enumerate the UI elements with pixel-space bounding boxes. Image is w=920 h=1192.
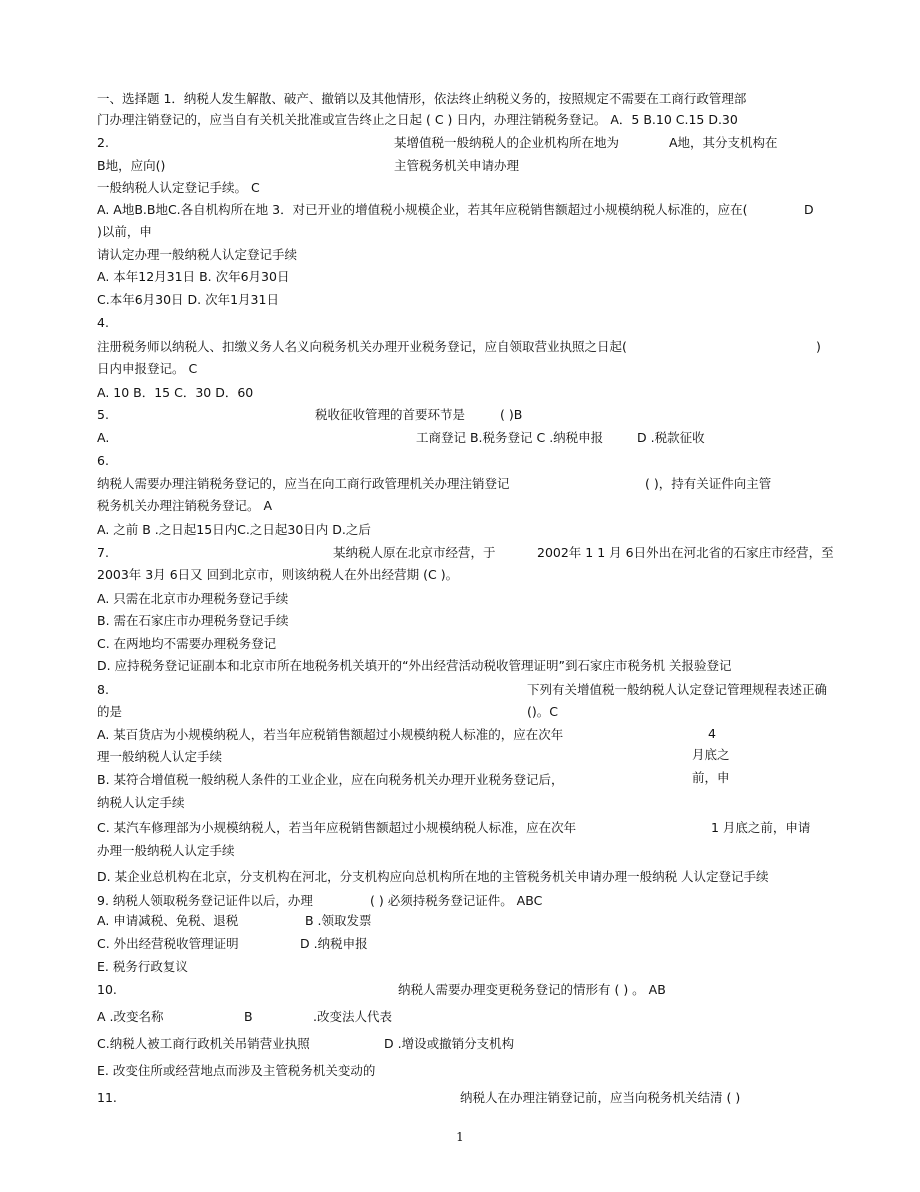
- text-line: 日内申报登记。 C: [97, 361, 198, 376]
- page-number: 1: [456, 1130, 464, 1144]
- text-line: ()。C: [527, 704, 558, 719]
- text-line: B. 某符合增值税一般纳税人条件的工业企业，应在向税务机关办理开业税务登记后，: [97, 772, 564, 787]
- text-line: 纳税人需要办理注销税务登记的，应当在向工商行政管理机关办理注销登记: [97, 476, 510, 491]
- text-line: C. 外出经营税收管理证明: [97, 936, 239, 951]
- text-line: 2.: [97, 135, 109, 150]
- text-line: 前，申: [692, 770, 730, 785]
- text-line: ( )，持有关证件向主管: [645, 476, 772, 491]
- text-line: C. 在两地均不需要办理税务登记: [97, 636, 277, 651]
- text-line: B: [244, 1009, 253, 1024]
- text-line: ( )B: [500, 407, 523, 422]
- text-line: 1 月底之前，申请: [711, 820, 811, 835]
- text-line: D .税款征收: [637, 430, 705, 445]
- text-line: 5.: [97, 407, 109, 422]
- text-line: A. A地B.B地C.各自机构所在地 3．对已开业的增值税小规模企业，若其年应税销售额超过小规模纳税人标准的，应在(: [97, 202, 748, 217]
- text-line: 某增值税一般纳税人的企业机构所在地为: [394, 135, 620, 150]
- text-line: 注册税务师以纳税人、扣缴义务人名义向税务机关办理开业税务登记，应自领取营业执照之日起(: [97, 339, 627, 354]
- text-line: 下列有关增值税一般纳税人认定登记管理规程表述正确: [527, 682, 828, 697]
- text-line: 纳税人在办理注销登记前，应当向税务机关结清 ( ): [460, 1090, 741, 1105]
- text-line: ( ) 必须持税务登记证件。 ABC: [370, 893, 543, 908]
- text-line: 11.: [97, 1090, 117, 1105]
- text-line: 一、选择题 1．纳税人发生解散、破产、撤销以及其他情形，依法终止纳税义务的，按照规定不需要在工商行政管理部: [97, 91, 747, 106]
- text-line: 4: [708, 726, 716, 741]
- text-line: B .领取发票: [305, 913, 372, 928]
- text-line: A. 之前 B .之日起15日内C.之日起30日内 D.之后: [97, 522, 371, 537]
- text-line: C.本年6月30日 D. 次年1月31日: [97, 292, 279, 307]
- text-line: A. 只需在北京市办理税务登记手续: [97, 591, 289, 606]
- text-line: 6.: [97, 453, 109, 468]
- text-line: D. 应持税务登记证副本和北京市所在地税务机关填开的“外出经营活动税收管理证明”到石家庄市税务机 关报验登记: [97, 658, 732, 673]
- text-line: D: [804, 202, 814, 217]
- text-line: 8.: [97, 682, 109, 697]
- text-line: 纳税人认定手续: [97, 795, 185, 810]
- text-line: E. 税务行政复议: [97, 959, 188, 974]
- text-line: D .纳税申报: [300, 936, 368, 951]
- text-line: )以前，申: [97, 224, 152, 239]
- text-line: A. 某百货店为小规模纳税人，若当年应税销售额超过小规模纳税人标准的，应在次年: [97, 727, 564, 742]
- text-line: 税务机关办理注销税务登记。 A: [97, 498, 273, 513]
- text-line: ): [816, 339, 821, 354]
- text-line: 的是: [97, 704, 123, 719]
- text-line: A.: [97, 430, 110, 445]
- text-line: 10.: [97, 982, 117, 997]
- text-line: D .增设或撤销分支机构: [384, 1036, 515, 1051]
- text-line: A. 10 B．15 C．30 D．60: [97, 385, 254, 400]
- text-line: 理一般纳税人认定手续: [97, 749, 223, 764]
- text-line: 税收征收管理的首要环节是: [315, 407, 466, 422]
- text-line: .改变法人代表: [313, 1009, 392, 1024]
- text-line: 主管税务机关申请办理: [394, 158, 520, 173]
- text-line: 9. 纳税人领取税务登记证件以后，办理: [97, 893, 313, 908]
- text-line: 2003年 3月 6日又 回到北京市，则该纳税人在外出经营期 (C )。: [97, 567, 459, 582]
- text-line: 月底之: [692, 747, 730, 762]
- text-line: 某纳税人原在北京市经营，于: [333, 545, 496, 560]
- text-line: A. 本年12月31日 B. 次年6月30日: [97, 269, 290, 284]
- text-line: A. 申请减税、免税、退税: [97, 913, 239, 928]
- text-line: 7.: [97, 545, 109, 560]
- text-line: C.纳税人被工商行政机关吊销营业执照: [97, 1036, 310, 1051]
- text-line: 请认定办理一般纳税人认定登记手续: [97, 247, 298, 262]
- text-line: 2002年 1 1 月 6日外出在河北省的石家庄市经营，至: [537, 545, 834, 560]
- text-line: 纳税人需要办理变更税务登记的情形有 ( ) 。 AB: [398, 982, 666, 997]
- text-line: 门办理注销登记的，应当自有关机关批准或宣告终止之日起 ( C ) 日内，办理注销税务登记。 A．5 B.10 C.15 D.30: [97, 112, 738, 127]
- text-line: 4.: [97, 315, 109, 330]
- text-line: 一般纳税人认定登记手续。 C: [97, 180, 260, 195]
- text-line: C. 某汽车修理部为小规模纳税人，若当年应税销售额超过小规模纳税人标准，应在次年: [97, 820, 577, 835]
- text-line: 办理一般纳税人认定手续: [97, 843, 235, 858]
- text-line: B. 需在石家庄市办理税务登记手续: [97, 613, 289, 628]
- text-line: A地，其分支机构在: [669, 135, 778, 150]
- text-line: 工商登记 B.税务登记 C .纳税申报: [416, 430, 604, 445]
- text-line: B地，应向(): [97, 158, 166, 173]
- text-line: E. 改变住所或经营地点而涉及主管税务机关变动的: [97, 1063, 376, 1078]
- text-line: D. 某企业总机构在北京，分支机构在河北，分支机构应向总机构所在地的主管税务机关申请办理一般纳税 人认定登记手续: [97, 869, 769, 884]
- text-line: A .改变名称: [97, 1009, 164, 1024]
